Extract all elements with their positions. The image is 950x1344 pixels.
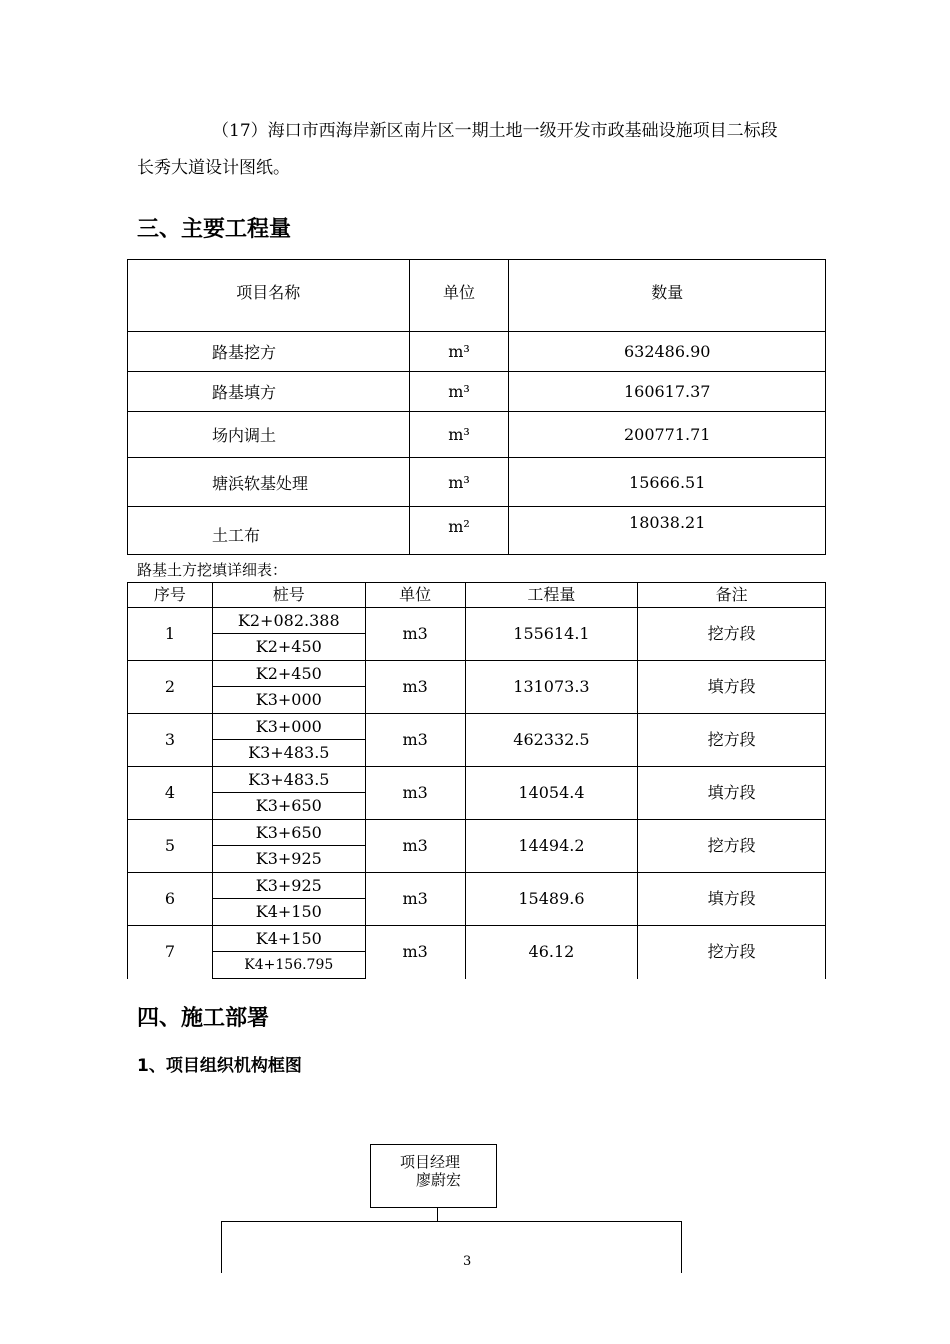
row-unit: m3 — [365, 820, 465, 873]
item-qty: 15666.51 — [509, 458, 826, 507]
item-unit: m³ — [409, 412, 509, 458]
row-qty: 46.12 — [465, 926, 638, 979]
row-unit: m3 — [365, 608, 465, 661]
page-number: 3 — [463, 1254, 472, 1269]
row-seq: 5 — [128, 820, 213, 873]
earthwork-detail-table — [127, 582, 826, 979]
table-row — [128, 714, 826, 740]
row-unit: m3 — [365, 714, 465, 767]
row-qty: 462332.5 — [465, 714, 638, 767]
org-connector-vertical — [437, 1207, 438, 1222]
station-to: K4+150 — [212, 899, 365, 926]
row-note: 填方段 — [638, 873, 826, 926]
project-manager-box — [370, 1144, 497, 1208]
row-unit: m3 — [365, 767, 465, 820]
item-qty: 632486.90 — [509, 332, 826, 372]
main-quantities-table — [127, 259, 826, 555]
station-to: K3+483.5 — [212, 740, 365, 767]
org-chart-subtitle: 1、项目组织机构框图 — [137, 1056, 302, 1076]
row-qty: 131073.3 — [465, 661, 638, 714]
row-seq: 2 — [128, 661, 213, 714]
header-quantity: 工程量 — [465, 583, 638, 608]
item-unit: m² — [409, 507, 509, 555]
row-seq: 4 — [128, 767, 213, 820]
project-manager-name: 廖蔚宏 — [416, 1171, 462, 1189]
row-qty: 14494.2 — [465, 820, 638, 873]
table-row — [128, 767, 826, 793]
station-from: K3+650 — [212, 820, 365, 846]
station-from: K2+082.388 — [212, 608, 365, 634]
item-qty: 160617.37 — [509, 372, 826, 412]
table-row — [128, 873, 826, 899]
table-row — [128, 507, 826, 555]
row-note: 填方段 — [638, 767, 826, 820]
intro-line-1: （17）海口市西海岸新区南片区一期土地一级开发市政基础设施项目二标段 — [212, 121, 778, 141]
row-note: 挖方段 — [638, 714, 826, 767]
row-qty: 15489.6 — [465, 873, 638, 926]
header-quantity: 数量 — [509, 260, 826, 332]
item-name: 路基填方 — [128, 372, 410, 412]
table-row — [128, 661, 826, 687]
item-name: 塘浜软基处理 — [128, 458, 410, 507]
row-qty: 155614.1 — [465, 608, 638, 661]
station-from: K4+150 — [212, 926, 365, 952]
table-row — [128, 458, 826, 507]
row-seq: 3 — [128, 714, 213, 767]
station-from: K3+483.5 — [212, 767, 365, 793]
item-unit: m³ — [409, 458, 509, 507]
section-3-title: 三、主要工程量 — [137, 217, 292, 242]
row-qty: 14054.4 — [465, 767, 638, 820]
header-unit: 单位 — [409, 260, 509, 332]
station-from: K3+925 — [212, 873, 365, 899]
intro-line-2: 长秀大道设计图纸。 — [137, 158, 290, 178]
row-note: 挖方段 — [638, 820, 826, 873]
header-seq: 序号 — [128, 583, 213, 608]
table-row — [128, 820, 826, 846]
row-note: 挖方段 — [638, 926, 826, 979]
row-unit: m3 — [365, 661, 465, 714]
row-unit: m3 — [365, 926, 465, 979]
row-unit: m3 — [365, 873, 465, 926]
project-manager-role: 项目经理 — [400, 1153, 461, 1171]
row-seq: 7 — [128, 926, 213, 979]
station-from: K3+000 — [212, 714, 365, 740]
station-to: K2+450 — [212, 634, 365, 661]
table-row — [128, 412, 826, 458]
detail-table-caption: 路基土方挖填详细表： — [137, 561, 288, 579]
row-note: 填方段 — [638, 661, 826, 714]
row-seq: 1 — [128, 608, 213, 661]
item-unit: m³ — [409, 372, 509, 412]
station-to: K3+650 — [212, 793, 365, 820]
header-unit: 单位 — [365, 583, 465, 608]
detail-header-row — [128, 583, 826, 608]
table-row — [128, 926, 826, 952]
header-item-name: 项目名称 — [128, 260, 410, 332]
header-station: 桩号 — [212, 583, 365, 608]
station-to: K4+156.795 — [212, 952, 365, 979]
item-name: 路基挖方 — [128, 332, 410, 372]
section-4-title: 四、施工部署 — [137, 1006, 270, 1031]
org-connector-horizontal — [221, 1221, 682, 1222]
station-from: K2+450 — [212, 661, 365, 687]
item-qty: 200771.71 — [509, 412, 826, 458]
row-seq: 6 — [128, 873, 213, 926]
table-row — [128, 332, 826, 372]
org-branch-left — [221, 1221, 222, 1273]
station-to: K3+000 — [212, 687, 365, 714]
table-header-row — [128, 260, 826, 332]
item-name: 场内调土 — [128, 412, 410, 458]
item-qty: 18038.21 — [509, 507, 826, 555]
table-row — [128, 608, 826, 634]
item-name: 土工布 — [128, 507, 410, 555]
station-to: K3+925 — [212, 846, 365, 873]
item-unit: m³ — [409, 332, 509, 372]
table-row — [128, 372, 826, 412]
org-branch-right — [681, 1221, 682, 1273]
header-note: 备注 — [638, 583, 826, 608]
row-note: 挖方段 — [638, 608, 826, 661]
